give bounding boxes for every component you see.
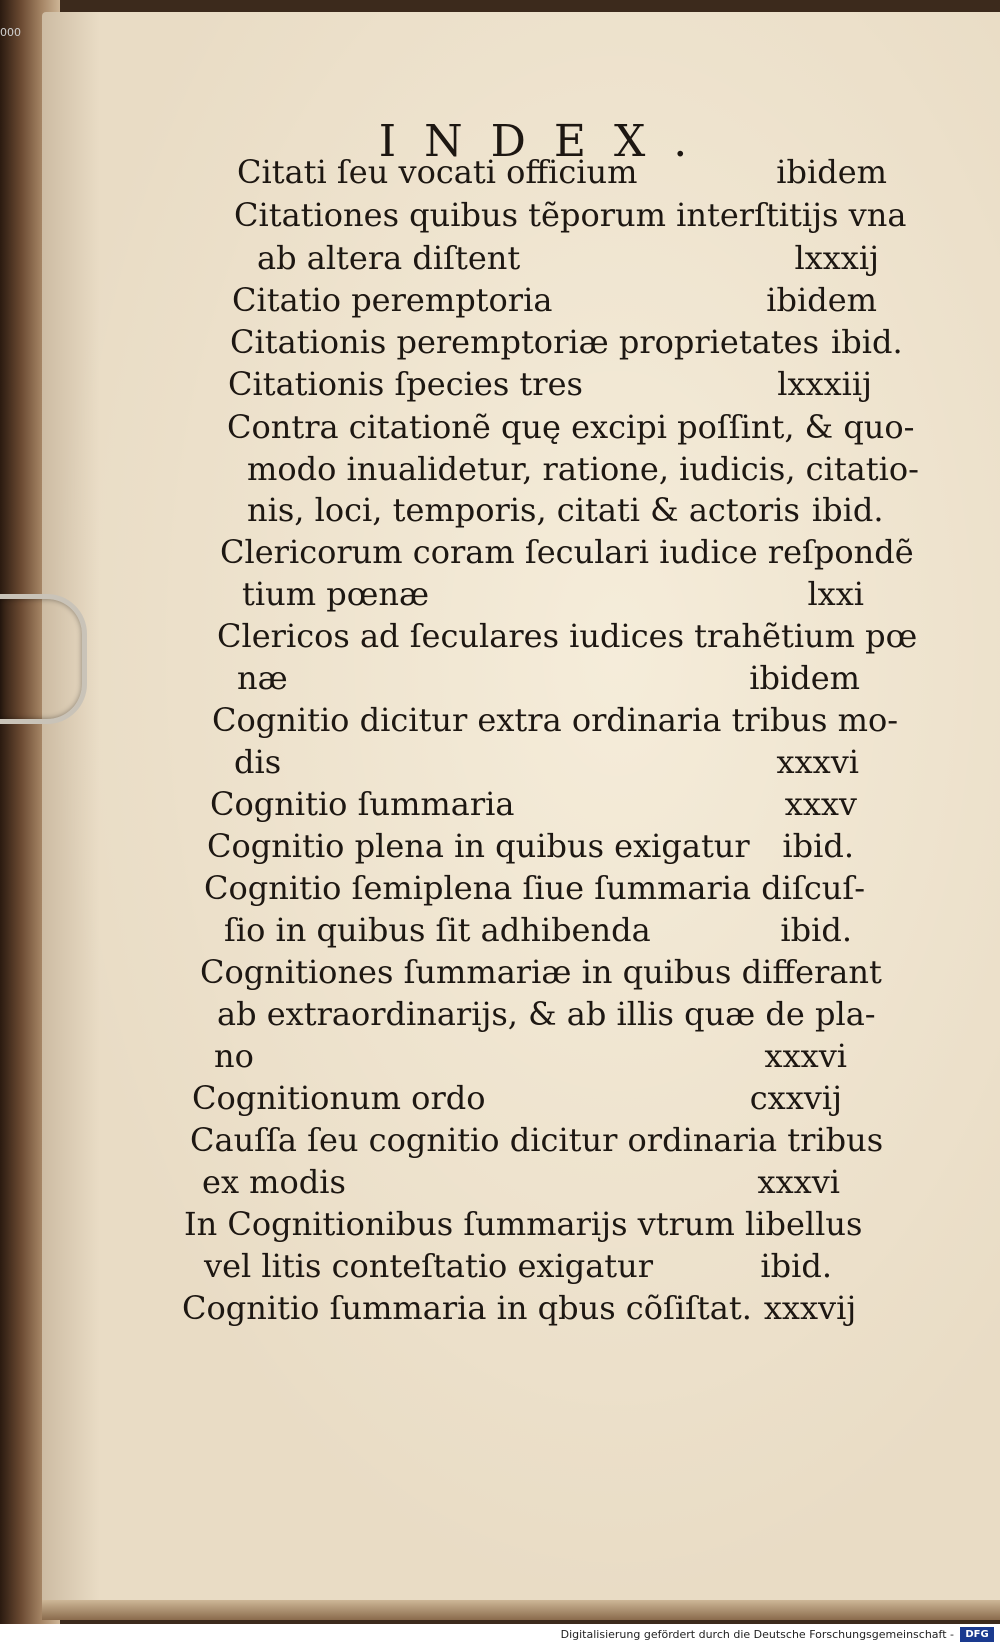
entry-text: nis, loci, temporis, citati & actoris <box>247 491 800 529</box>
entry-text: Cognitio ſummaria in qbus cõſiſtat. <box>182 1289 752 1327</box>
index-entry <box>202 1162 840 1202</box>
index-entry <box>190 1120 884 1160</box>
index-heading: INDEX. <box>378 116 716 167</box>
index-entry <box>228 364 872 404</box>
entry-text: Cognitio ſemiplena ſiue ſummaria diſcuſ- <box>204 869 866 907</box>
index-entry <box>217 616 918 656</box>
entry-page-reference: ibid. <box>831 323 903 361</box>
index-entry <box>237 152 887 192</box>
entry-page-reference: ibidem <box>776 153 887 191</box>
entry-text: no <box>214 1037 254 1075</box>
entry-text: Citatio peremptoria <box>232 281 553 319</box>
index-entry <box>257 238 879 278</box>
entry-page-reference: xxxvij <box>763 1289 857 1327</box>
entry-page-reference: lxxxij <box>794 239 879 277</box>
footer-credit: Digitalisierung gefördert durch die Deutsche Forschungsgemeinschaft - <box>560 1628 954 1641</box>
entry-page-reference: lxxxiij <box>777 365 872 403</box>
entry-text: modo inualidetur, ratione, iudicis, citatio- <box>247 450 919 488</box>
index-entry <box>204 1246 832 1286</box>
dfg-logo: DFG <box>960 1627 994 1642</box>
index-entry <box>204 868 866 908</box>
index-entry <box>200 952 882 992</box>
entry-page-reference: ibid. <box>760 1247 832 1285</box>
entry-text: Clericos ad ſeculares iudices trahẽtium pœ <box>217 617 918 655</box>
index-entry <box>192 1078 842 1118</box>
entry-page-reference: xxxvi <box>764 1037 847 1075</box>
watermark-number: 000 <box>0 26 21 39</box>
index-entry <box>232 280 877 320</box>
index-entry <box>247 449 919 489</box>
book-page <box>42 12 1000 1612</box>
entry-text: næ <box>237 659 288 697</box>
entry-text: dis <box>234 743 282 781</box>
entry-page-reference: ibidem <box>766 281 877 319</box>
entry-page-reference: lxxi <box>807 575 864 613</box>
entry-text: Clericorum coram ſeculari iudice reſpondẽ <box>220 533 914 571</box>
entry-text: Cognitio dicitur extra ordinaria tribus mo- <box>212 701 899 739</box>
index-entries <box>42 12 1000 1612</box>
entry-text: Cognitio plena in quibus exigatur <box>207 827 750 865</box>
entry-page-reference: ibidem <box>749 659 860 697</box>
index-entry <box>212 700 899 740</box>
index-entry <box>220 532 914 572</box>
index-entry <box>234 195 907 235</box>
entry-text: Citationis ſpecies tres <box>228 365 583 403</box>
entry-page-reference: cxxvij <box>749 1079 842 1117</box>
digitization-footer <box>0 1624 1000 1646</box>
index-entry <box>234 742 859 782</box>
entry-text: Contra citationẽ quę excipi poſſint, & quo- <box>227 408 915 446</box>
entry-text: ex modis <box>202 1163 346 1201</box>
entry-page-reference: xxxvi <box>776 743 859 781</box>
index-entry <box>242 574 864 614</box>
entry-text: tium pœnæ <box>242 575 430 613</box>
entry-text: In Cognitionibus ſummarijs vtrum libellus <box>184 1205 863 1243</box>
entry-text: Citationis peremptoriæ proprietates <box>230 323 819 361</box>
entry-text: Citationes quibus tẽporum interſtitijs vna <box>234 196 907 234</box>
index-entry <box>247 490 884 530</box>
entry-text: Cauſſa ſeu cognitio dicitur ordinaria tribus <box>190 1121 884 1159</box>
index-entry <box>184 1204 863 1244</box>
entry-page-reference: ibid. <box>782 827 854 865</box>
page-bottom-edge <box>42 1600 1000 1620</box>
entry-text: Cognitiones ſummariæ in quibus differant <box>200 953 882 991</box>
index-entry <box>237 658 860 698</box>
entry-page-reference: xxxv <box>784 785 857 823</box>
entry-text: ab altera diſtent <box>257 239 521 277</box>
entry-text: Citati ſeu vocati officium <box>237 153 638 191</box>
index-entry <box>217 994 876 1034</box>
index-entry <box>227 407 915 447</box>
index-entry <box>207 826 854 866</box>
index-entry <box>230 322 903 362</box>
entry-page-reference: xxxvi <box>757 1163 840 1201</box>
entry-page-reference: ibid. <box>811 491 884 529</box>
index-entry <box>210 784 857 824</box>
index-entry <box>214 1036 847 1076</box>
index-entry <box>224 910 852 950</box>
entry-text: Cognitio ſummaria <box>210 785 515 823</box>
entry-text: Cognitionum ordo <box>192 1079 486 1117</box>
entry-text: ab extraordinarijs, & ab illis quæ de pla- <box>217 995 876 1033</box>
index-entry <box>182 1288 857 1328</box>
book-clasp <box>0 594 87 724</box>
entry-page-reference: ibid. <box>780 911 852 949</box>
entry-text: vel litis conteſtatio exigatur <box>204 1247 654 1285</box>
entry-text: ſio in quibus ſit adhibenda <box>224 911 651 949</box>
